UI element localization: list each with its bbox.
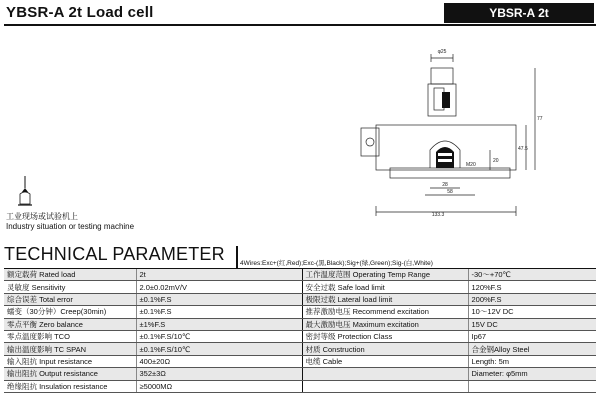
param-label: 绝缘阻抗 Insulation resistance [4,380,136,392]
param-label: 输出温度影响 TC SPAN [4,343,136,355]
param-value: 120%F.S [468,281,596,293]
param-label: 零点温度影响 TCO [4,330,136,342]
param-value: 15V DC [468,318,596,330]
model-tag: YBSR-A 2t [444,3,594,23]
dim-label-77: 77 [537,116,543,122]
param-label: 零点平衡 Zero balance [4,318,136,330]
param-value: Diameter: φ5mm [468,368,596,380]
table-row [4,380,596,392]
dim-label-length: 133.3 [431,212,445,218]
table-row [4,355,596,367]
param-value: 200%F.S [468,293,596,305]
param-value: 10～12V DC [468,306,596,318]
table-row [4,318,596,330]
wiring-note: 4Wires:Exc+(红,Red);Exc-(黑,Black);Sig+(绿,Green);Sig-(白,White) [240,260,433,267]
param-value: 合金钢Alloy Steel [468,343,596,355]
param-value [468,380,596,392]
param-label: 最大激励电压 Maximum excitation [302,318,468,330]
table-row [4,281,596,293]
dim-label-58: 58 [447,189,453,195]
param-label: 电缆 Cable [302,355,468,367]
param-label: 安全过载 Safe load limit [302,281,468,293]
param-label: 输出阻抗 Output resistance [4,368,136,380]
base-outline [390,168,510,178]
param-value: 2t [136,269,302,281]
title-underline [4,24,596,26]
param-value: -30～+70℃ [468,269,596,281]
dim-label-28: 28 [442,182,448,188]
parameter-table [4,268,596,393]
param-value: ±0.1%F.S [136,293,302,305]
dome-dark-part [436,147,454,168]
param-value: ≥5000MΩ [136,380,302,392]
param-value: 2.0±0.02mV/V [136,281,302,293]
param-value: ±0.1%F.S [136,306,302,318]
cable-hole [366,138,374,146]
top-dark-part [442,92,450,108]
param-label: 输入阻抗 Input resistance [4,355,136,367]
install-note-en: Industry situation or testing machine [6,222,135,231]
param-value: 400±20Ω [136,355,302,367]
param-label: 推荐激励电压 Recommend excitation [302,306,468,318]
table-row [4,368,596,380]
table-row [4,306,596,318]
page-title: YBSR-A 2t Load cell [6,4,154,21]
param-label [302,380,468,392]
param-label: 额定载荷 Rated load [4,269,136,281]
param-label: 极限过载 Lateral load limit [302,293,468,305]
param-label [302,368,468,380]
load-cell-icon [16,176,34,208]
table-row [4,330,596,342]
param-label: 材质 Construction [302,343,468,355]
table-row [4,269,596,281]
param-value: ±1%F.S [136,318,302,330]
param-value: Length: 5m [468,355,596,367]
technical-drawing [330,40,543,220]
install-note-cn: 工业现场或试验机上 [6,212,78,221]
dim-label-47: 47.5 [518,146,528,152]
dim-label-phi25: φ25 [437,49,447,55]
param-label: 灵敏度 Sensitivity [4,281,136,293]
table-row [4,293,596,305]
param-value: ±0.1%F.S/10℃ [136,343,302,355]
top-block-outline [431,68,453,84]
dim-label-20: 20 [493,158,499,164]
install-note [6,212,134,232]
section-divider [236,246,238,268]
section-title: TECHNICAL PARAMETER [4,244,225,264]
param-label: 工作温度范围 Operating Temp Range [302,269,468,281]
param-value: Ip67 [468,330,596,342]
table-row [4,343,596,355]
param-label: 蠕变（30分钟）Creep(30min) [4,306,136,318]
param-label: 密封等级 Protection Class [302,330,468,342]
param-value: ±0.1%F.S/10℃ [136,330,302,342]
dim-label-m20: M20 [466,162,476,168]
param-value: 352±3Ω [136,368,302,380]
param-label: 综合误差 Total error [4,293,136,305]
